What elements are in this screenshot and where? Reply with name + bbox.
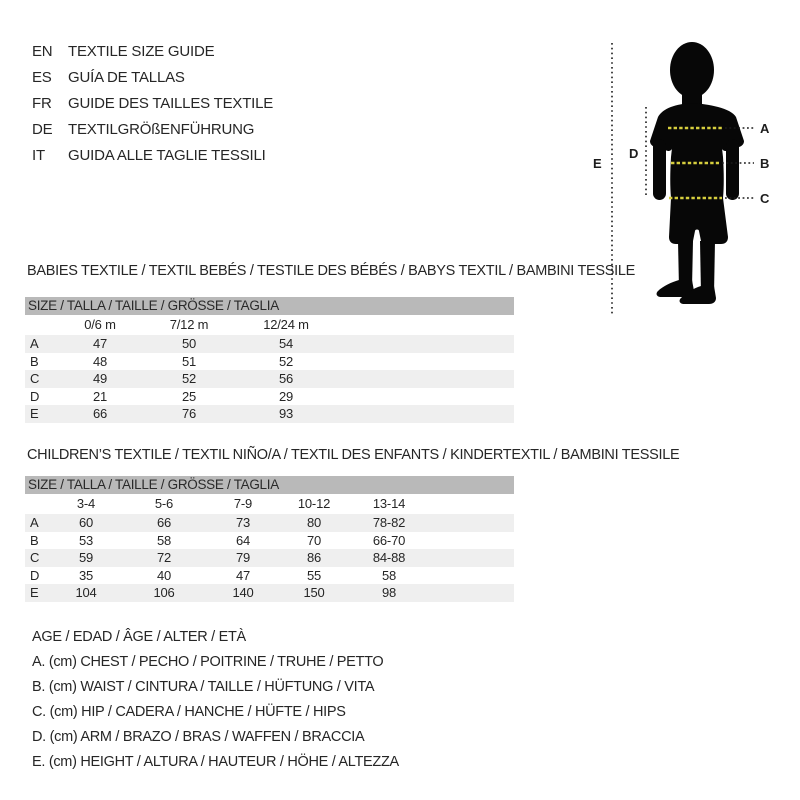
table-header-bar: SIZE / TALLA / TAILLE / GRÖSSE / TAGLIA	[25, 297, 514, 315]
babies-section-title: BABIES TEXTILE / TEXTIL BEBÉS / TESTILE DES BÉBÉS / BABYS TEXTIL / BAMBINI TESSILE	[27, 263, 635, 279]
legend-line: D. (cm) ARM / BRAZO / BRAS / WAFFEN / BRACCIA	[32, 729, 365, 745]
value-cell: 76	[181, 406, 197, 421]
value-cell: 52	[278, 353, 294, 369]
legend-line: AGE / EDAD / ÂGE / ALTER / ETÀ	[32, 629, 246, 645]
silhouette-left-arm	[653, 139, 666, 200]
value-cell: 70	[306, 532, 322, 548]
row-label-cell: C	[30, 371, 40, 386]
row-label-cell: B	[30, 353, 39, 369]
value-cell: 50	[181, 336, 197, 351]
value-cell: 73	[235, 515, 251, 530]
value-cell: 58	[156, 532, 172, 548]
value-cell: 140	[232, 585, 254, 600]
value-cell: 53	[78, 532, 94, 548]
value-cell: 60	[78, 515, 94, 530]
measurement-legend	[32, 625, 399, 775]
column-header-cell: 7/12 m	[169, 317, 209, 332]
value-cell: 79	[235, 550, 251, 565]
value-cell: 66	[92, 406, 108, 421]
language-row	[32, 91, 273, 117]
language-code: IT	[32, 147, 45, 164]
value-cell: 78-82	[372, 515, 406, 530]
table-row	[25, 335, 514, 353]
children-size-table	[25, 476, 514, 602]
row-label-cell: C	[30, 550, 40, 565]
value-cell: 86	[306, 550, 322, 565]
value-cell: 40	[156, 567, 172, 583]
value-cell: 98	[381, 585, 397, 600]
value-cell: 47	[235, 567, 251, 583]
value-cell: 25	[181, 388, 197, 404]
column-header-cell: 3-4	[76, 496, 96, 511]
row-label-cell: A	[30, 336, 39, 351]
column-header-cell: 13-14	[372, 496, 406, 511]
column-header-cell: 12/24 m	[263, 317, 309, 332]
value-cell: 106	[153, 585, 175, 600]
table-row	[25, 388, 514, 406]
column-header-cell: 5-6	[154, 496, 174, 511]
value-cell: 64	[235, 532, 251, 548]
value-cell: 93	[278, 406, 294, 421]
value-cell: 66	[156, 515, 172, 530]
table-row	[25, 532, 514, 550]
language-title: GUIDA ALLE TAGLIE TESSILI	[68, 147, 266, 164]
value-cell: 48	[92, 353, 108, 369]
column-header-cell: 7-9	[233, 496, 253, 511]
language-title: TEXTILGRÖßENFÜHRUNG	[68, 121, 255, 138]
language-title: GUIDE DES TAILLES TEXTILE	[68, 95, 274, 112]
column-header-cell: 10-12	[297, 496, 331, 511]
silhouette-shorts	[669, 198, 728, 244]
row-label-cell: B	[30, 532, 39, 548]
child-silhouette	[650, 42, 744, 304]
table-row	[25, 549, 514, 567]
legend-line: B. (cm) WAIST / CINTURA / TAILLE / HÜFTUNG / VITA	[32, 679, 375, 695]
table-row	[25, 567, 514, 585]
child-silhouette-figure	[580, 25, 790, 325]
language-row	[32, 39, 273, 65]
legend-line: C. (cm) HIP / CADERA / HANCHE / HÜFTE / HIPS	[32, 704, 346, 720]
chest-label: A	[760, 121, 770, 136]
table-row	[25, 584, 514, 602]
column-header-row	[25, 315, 514, 335]
column-header-row	[25, 494, 514, 514]
hip-label: C	[760, 191, 770, 206]
row-label-cell: D	[30, 388, 40, 404]
value-cell: 104	[75, 585, 97, 600]
corner-cell	[25, 315, 65, 335]
value-cell: 29	[278, 388, 294, 404]
value-cell: 47	[92, 336, 108, 351]
language-code: FR	[32, 95, 52, 112]
language-row	[32, 65, 273, 91]
table-row	[25, 353, 514, 371]
value-cell: 54	[278, 336, 294, 351]
value-cell: 55	[306, 567, 322, 583]
height-label: E	[593, 156, 602, 171]
legend-line: E. (cm) HEIGHT / ALTURA / HAUTEUR / HÖHE / ALTEZZA	[32, 754, 399, 770]
language-row	[32, 143, 273, 169]
language-title: TEXTILE SIZE GUIDE	[68, 43, 215, 60]
value-cell: 72	[156, 550, 172, 565]
row-label-cell: E	[30, 406, 39, 421]
language-header	[32, 39, 273, 169]
table-row	[25, 370, 514, 388]
babies-size-table	[25, 297, 514, 423]
waist-label: B	[760, 156, 770, 171]
value-cell: 35	[78, 567, 94, 583]
table-row	[25, 405, 514, 423]
value-cell: 58	[381, 567, 397, 583]
corner-cell	[25, 494, 55, 514]
column-header-cell: 0/6 m	[84, 317, 116, 332]
language-code: ES	[32, 69, 52, 86]
row-label-cell: D	[30, 567, 40, 583]
value-cell: 56	[278, 371, 294, 386]
table-header-bar: SIZE / TALLA / TAILLE / GRÖSSE / TAGLIA	[25, 476, 514, 494]
language-title: GUÍA DE TALLAS	[68, 69, 185, 86]
table-row	[25, 514, 514, 532]
value-cell: 80	[306, 515, 322, 530]
value-cell: 66-70	[372, 532, 406, 548]
value-cell: 49	[92, 371, 108, 386]
language-code: EN	[32, 43, 53, 60]
language-code: DE	[32, 121, 53, 138]
arm-label: D	[629, 146, 639, 161]
value-cell: 84-88	[372, 550, 406, 565]
value-cell: 150	[303, 585, 325, 600]
row-label-cell: E	[30, 585, 39, 600]
value-cell: 59	[78, 550, 94, 565]
value-cell: 51	[181, 353, 197, 369]
language-row	[32, 117, 273, 143]
value-cell: 52	[181, 371, 197, 386]
children-section-title: CHILDREN’S TEXTILE / TEXTIL NIÑO/A / TEXTIL DES ENFANTS / KINDERTEXTIL / BAMBINI TESSILE	[27, 447, 680, 463]
value-cell: 21	[92, 388, 108, 404]
row-label-cell: A	[30, 515, 39, 530]
legend-line: A. (cm) CHEST / PECHO / POITRINE / TRUHE / PETTO	[32, 654, 384, 670]
silhouette-right-arm	[726, 139, 739, 200]
